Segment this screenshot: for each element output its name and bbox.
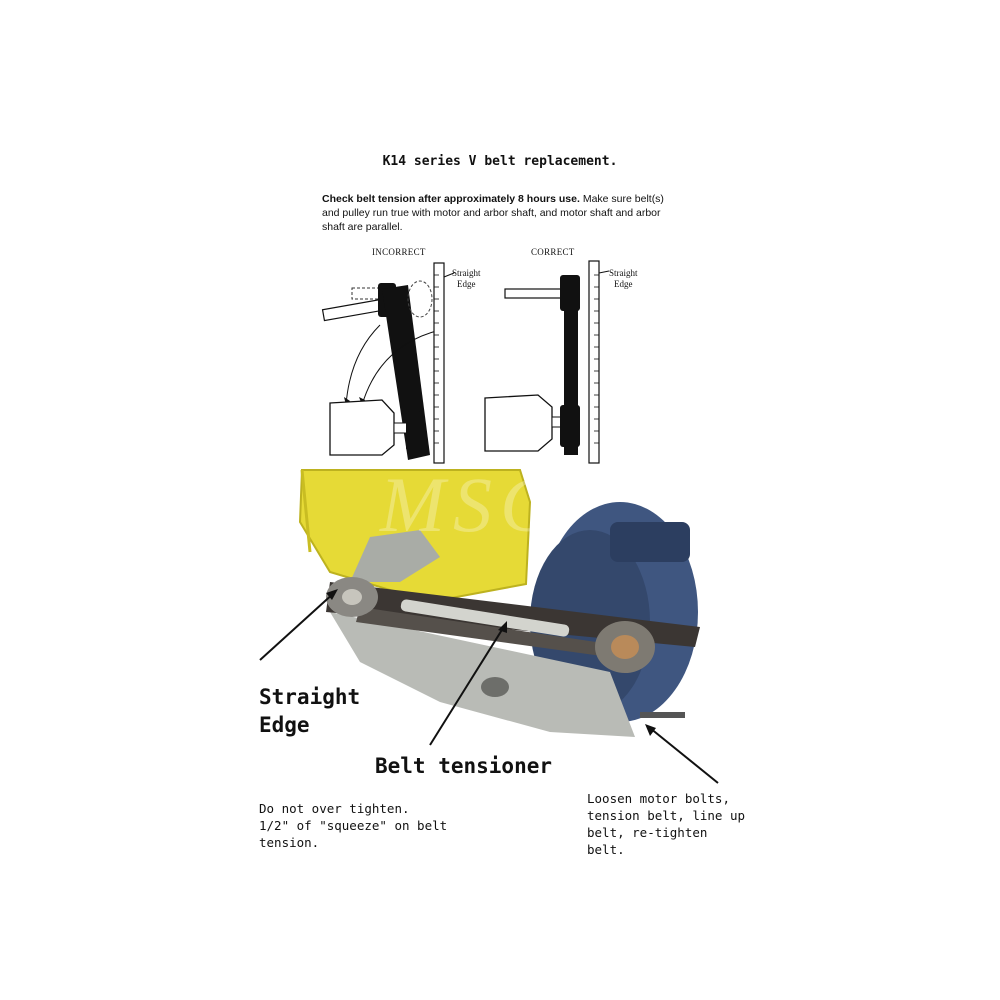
instruction-paragraph [322,192,682,234]
motor-housing [610,522,690,562]
motor-shaft [394,423,408,433]
note-line: belt. [587,842,625,857]
edge-word: Edge [457,279,476,289]
instruction-bold: Check belt tension after approximately 8 hours use. [322,193,580,205]
document-title: K14 series V belt replacement. [382,154,618,169]
motor-shaft-end [611,635,639,659]
watermark: MSC [380,461,560,548]
motor-block [485,395,552,451]
note-line: Do not over tighten. [259,801,410,816]
straight-edge-callout-line2: Edge [259,713,310,737]
straight-edge-word: Straight [452,268,481,278]
belt-alignment-diagram [310,255,660,470]
tension-note [259,800,519,851]
motor-block [330,400,394,455]
arbor-hub [342,589,362,605]
leader-line [599,271,609,273]
note-line: tension. [259,835,320,850]
instruction-text: Make sure belt(s) and pulley run true with motor and arbor shaft, and motor shaft and arbor shaft are parallel. [322,193,664,233]
pulley-outline [408,281,432,317]
motor-pulley [406,411,422,451]
edge-word: Edge [614,279,633,289]
bracket-hole [481,677,509,697]
arc-line [346,325,380,405]
motor-bolt [640,712,685,718]
straight-edge-ruler [589,261,599,463]
note-line: tension belt, line up [587,808,746,823]
straight-edge-label-correct [609,268,638,290]
note-line: belt, re-tighten [587,825,708,840]
motor-bolt-note [587,790,787,858]
straight-edge-callout-line1: Straight [259,685,361,709]
incorrect-label: INCORRECT [372,247,426,257]
note-line: 1/2" of "squeeze" on belt [259,818,448,833]
straight-edge-ruler [434,263,444,463]
arbor-shaft [323,299,386,321]
belt-tensioner-callout: Belt tensioner [375,754,553,778]
correct-diagram [485,261,609,463]
incorrect-diagram [323,263,454,463]
straight-edge-label-incorrect [452,268,481,290]
arbor-shaft [505,289,565,298]
straight-edge-word: Straight [609,268,638,278]
correct-label: CORRECT [531,247,575,257]
straight-edge-callout [259,683,360,739]
motor-pulley [560,405,580,447]
note-line: Loosen motor bolts, [587,791,730,806]
